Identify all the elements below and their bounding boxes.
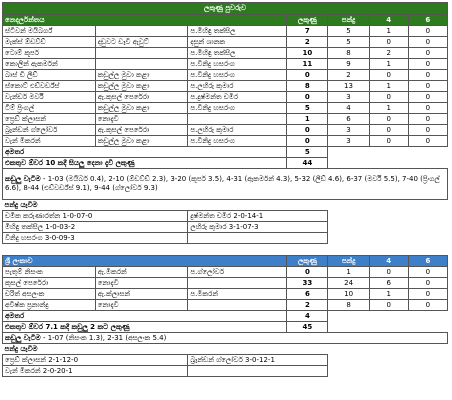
bowler-credit: ප.දුෂ්මන්ත චමීර xyxy=(188,92,287,103)
bowler-credit: ප.ලහිරු කුමාර xyxy=(188,125,287,136)
balls-header: පන්දු xyxy=(328,15,369,26)
batter-name: කොලින් ඇකර්මන් xyxy=(3,59,96,70)
batter-name: අවිෂ්ක ප්‍රනාන්දු xyxy=(3,300,96,311)
bowler-figures: විනිදු හසරංග 3-0-09-3 xyxy=(3,233,188,244)
batter-name: ටිම් ප්‍රිංගල් xyxy=(3,103,96,114)
batter-row xyxy=(3,114,448,125)
batter-name: ප්‍රෙඩ් ක්ලාසන් xyxy=(3,114,96,125)
sixes-value: 0 xyxy=(408,125,447,136)
bowler-figures: වැන් මීකරන් 2-0-20-1 xyxy=(3,366,188,377)
team1-extras: 5 xyxy=(287,147,328,158)
team2-extras: 4 xyxy=(287,311,328,322)
dismissal: ඇ.මීකරන් xyxy=(95,267,188,278)
runs-value: 1 xyxy=(287,114,328,125)
dismissal: කඩුල්ල මුවා කළා xyxy=(95,136,188,147)
batter-row xyxy=(3,278,448,289)
batter-name: බාස් ඩි ලීඩ් xyxy=(3,70,96,81)
sixes-value: 0 xyxy=(408,267,447,278)
balls-value: 2 xyxy=(328,70,369,81)
bowler-credit xyxy=(188,114,287,125)
bowling-row xyxy=(3,211,448,222)
dismissal: නොදැවී xyxy=(95,114,188,125)
dismissal: ඇ.ක්ලාසන් xyxy=(95,289,188,300)
balls-value: 8 xyxy=(328,300,369,311)
dismissal xyxy=(95,48,188,59)
bowler-figures: චමික කරුණාරත්න 1-0-07-0 xyxy=(3,211,188,222)
runs-value: 2 xyxy=(287,300,328,311)
runs-value: 7 xyxy=(287,26,328,37)
fours-value: 1 xyxy=(369,289,408,300)
bowler-figures xyxy=(188,366,328,377)
sixes-value: 0 xyxy=(408,59,447,70)
bowler-credit: දසුන් ශානක xyxy=(188,37,287,48)
bowler-figures xyxy=(188,233,328,244)
batter-name: ටොම් කූපර් xyxy=(3,48,96,59)
fours-value: 1 xyxy=(369,26,408,37)
bowler-credit: ප.මීකරන් xyxy=(188,289,287,300)
fours-value: 2 xyxy=(369,48,408,59)
batter-name: ස්ටිවන් මයිබර්ග් xyxy=(3,26,96,37)
balls-value: 4 xyxy=(328,103,369,114)
sixes-value: 0 xyxy=(408,92,447,103)
fours-value: 0 xyxy=(369,300,408,311)
fours-value: 0 xyxy=(369,125,408,136)
dismissal: දඩුවට ඩෑවී ඇවුට් xyxy=(95,37,188,48)
fours-value: 0 xyxy=(369,70,408,81)
batter-row xyxy=(3,70,448,81)
balls-value: 5 xyxy=(328,37,369,48)
bowler-credit: ප.විනිදු හසරංග xyxy=(188,103,287,114)
fours-value: 1 xyxy=(369,59,408,70)
team2-table xyxy=(2,255,448,377)
batter-row xyxy=(3,300,448,311)
sixes-value: 0 xyxy=(408,289,447,300)
runs-header: ලකුණු xyxy=(287,15,328,26)
runs-header-2: ලකුණු xyxy=(287,256,328,267)
team1-bowling-label: පන්දු යැවීම xyxy=(4,200,38,209)
balls-value: 24 xyxy=(328,278,369,289)
bowler-credit: ප.මිහිඳු තක්සිල xyxy=(188,26,287,37)
balls-value: 10 xyxy=(328,289,369,300)
team1-fow-text: 1-03 (මයිබර් 0.4), 2-10 (ඕඩව්ඩ් 2.3), 3-20 (කූපර් 3.5), 4-31 (ඇකර්මන් 4.3), 5-32 (ලීඩ් 4.6), 6-37 (මර්වි 5.5), 7-40 (ප්‍රිංගල් 6.6), 8-44 (එඩ්වර්ඩ්ස් 9.1), 9-44 (ග්ලෝවර් 9.3) xyxy=(5,175,440,192)
sixes-value: 0 xyxy=(408,26,447,37)
bowler-credit: ප.මිහිඳු තක්සිල xyxy=(188,48,287,59)
runs-value: 0 xyxy=(287,267,328,278)
bowler-credit: ප.ලහිරු කුමාර xyxy=(188,81,287,92)
sixes-value: 0 xyxy=(408,70,447,81)
bowler-figures: මිහිඳු තක්සිල 1-0-03-2 xyxy=(3,222,188,233)
sixes-value: 0 xyxy=(408,48,447,59)
team2-fow-text: 1-07 (නිසංක 1.3), 2-31 (අසලංක 5.4) xyxy=(47,333,167,342)
team1-extras-label: අමතර xyxy=(3,147,287,158)
dismissal xyxy=(95,26,188,37)
sixes-value: 0 xyxy=(408,136,447,147)
balls-value: 6 xyxy=(328,114,369,125)
team1-table xyxy=(2,2,448,244)
dismissal: ඇ.කුසල් පෙරේරා xyxy=(95,92,188,103)
scorecard-title: ලකුණු පුවරුව xyxy=(3,3,448,15)
team2-bowling-label: පන්දු යැවීම xyxy=(4,344,38,353)
team1-total-label: එකතුව ඕවර 10 කදී සියලු දෙනා දැවී ලකුණු xyxy=(3,158,287,169)
sixes-header-2: 6 xyxy=(408,256,447,267)
runs-value: 8 xyxy=(287,81,328,92)
team2-fow-label: කඩුලු වැටීම xyxy=(5,333,41,342)
batter-row xyxy=(3,81,448,92)
balls-value: 1 xyxy=(328,267,369,278)
fours-value: 0 xyxy=(369,114,408,125)
bowler-credit: ප.ග්ලෝවර් xyxy=(188,267,287,278)
batter-row xyxy=(3,103,448,114)
dismissal: කඩුල්ල මුවා කළා xyxy=(95,70,188,81)
dismissal: ඇ.කුසල් පෙරේරා xyxy=(95,125,188,136)
bowler-credit: ප.විනිදු හසරංග xyxy=(188,70,287,81)
batter-name: වැන්ඩර් මර්වි xyxy=(3,92,96,103)
team1-total: 44 xyxy=(287,158,328,169)
batter-row xyxy=(3,136,448,147)
batter-row xyxy=(3,267,448,278)
runs-value: 0 xyxy=(287,136,328,147)
sixes-value: 0 xyxy=(408,37,447,48)
team1-fow: කඩුලු වැටීම - 1-03 (මයිබර් 0.4), 2-10 (ඕඩව්ඩ් 2.3), 3-20 (කූපර් 3.5), 4-31 (ඇකර්මන් 4.3), 5-32 (ලීඩ් 4.6), 6-37 (මර්වි 5.5), 7-40 (ප්‍රිංගල් 6.6), 8-44 (එඩ්වර්ඩ්ස් 9.1), 9-44 (ග්ලෝවර් 9.3) xyxy=(3,169,448,200)
balls-value: 3 xyxy=(328,125,369,136)
runs-value: 2 xyxy=(287,37,328,48)
runs-value: 10 xyxy=(287,48,328,59)
batter-row xyxy=(3,92,448,103)
dismissal: නොදැවී xyxy=(95,300,188,311)
fours-header-2: 4 xyxy=(369,256,408,267)
team1-fow-label: කඩුලු වැටීම xyxy=(5,175,41,183)
fours-value: 0 xyxy=(369,37,408,48)
team2-fow: කඩුලු වැටීම - 1-07 (නිසංක 1.3), 2-31 (අසලංක 5.4) xyxy=(3,333,448,344)
batter-name: චරිත් අසලංක xyxy=(3,289,96,300)
fours-value: 1 xyxy=(369,103,408,114)
runs-value: 6 xyxy=(287,289,328,300)
team2-total-label: එකතුව ඕවර 7.1 කදී කඩුලු 2 කට ලකුණු xyxy=(3,322,287,333)
runs-value: 0 xyxy=(287,70,328,81)
balls-value: 3 xyxy=(328,92,369,103)
bowler-credit xyxy=(188,278,287,289)
batter-row xyxy=(3,48,448,59)
bowler-figures: දුෂ්මන්ත චමීර 2-0-14-1 xyxy=(188,211,328,222)
team2-name: ශ්‍රී ලංකාව xyxy=(3,256,287,267)
bowler-figures: ප්‍රෙඩ් ක්ලාසන් 2-1-12-0 xyxy=(3,355,188,366)
batter-row xyxy=(3,125,448,136)
batter-row xyxy=(3,37,448,48)
sixes-value: 0 xyxy=(408,114,447,125)
runs-value: 0 xyxy=(287,92,328,103)
dismissal: නොදැවී xyxy=(95,278,188,289)
batter-name: මැක්ස් ඕඩව්ඩ් xyxy=(3,37,96,48)
fours-value: 0 xyxy=(369,267,408,278)
runs-value: 0 xyxy=(287,125,328,136)
bowling-row xyxy=(3,222,448,233)
balls-header-2: පන්දු xyxy=(328,256,369,267)
bowling-row xyxy=(3,366,448,377)
fours-header: 4 xyxy=(369,15,408,26)
team1-name: නෙදර්ලන්තය xyxy=(3,15,287,26)
dismissal: කඩුල්ල මුවා කළා xyxy=(95,103,188,114)
dismissal: කඩුල්ල මුවා කළා xyxy=(95,81,188,92)
batter-name: පැතුම් නිසංක xyxy=(3,267,96,278)
batter-name: බ්‍රෑන්ඩන් ග්ලෝවර් xyxy=(3,125,96,136)
fours-value: 0 xyxy=(369,136,408,147)
bowler-credit: ප.විනිදු හසරංග xyxy=(188,59,287,70)
runs-value: 11 xyxy=(287,59,328,70)
sixes-value: 0 xyxy=(408,278,447,289)
fours-value: 1 xyxy=(369,81,408,92)
bowling-row xyxy=(3,355,448,366)
batter-row xyxy=(3,289,448,300)
sixes-value: 0 xyxy=(408,300,447,311)
bowler-figures: බ්‍රෑන්ඩන් ග්ලෝවර් 3-0-12-1 xyxy=(188,355,328,366)
bowler-figures: ලහිරු කුමාර 3-1-07-3 xyxy=(188,222,328,233)
sixes-value: 0 xyxy=(408,103,447,114)
batter-name: ස්කොට් එඩ්වර්ඩ්ස් xyxy=(3,81,96,92)
batter-row xyxy=(3,59,448,70)
batter-name: වැන් මීකරන් xyxy=(3,136,96,147)
runs-value: 33 xyxy=(287,278,328,289)
sixes-header: 6 xyxy=(408,15,447,26)
balls-value: 8 xyxy=(328,48,369,59)
fours-value: 0 xyxy=(369,92,408,103)
dismissal xyxy=(95,59,188,70)
batter-name: කුසල් පෙරේරා xyxy=(3,278,96,289)
batter-row xyxy=(3,26,448,37)
balls-value: 5 xyxy=(328,26,369,37)
bowler-credit: ප.විනිදු හසරංග xyxy=(188,136,287,147)
sixes-value: 0 xyxy=(408,81,447,92)
balls-value: 13 xyxy=(328,81,369,92)
balls-value: 3 xyxy=(328,136,369,147)
runs-value: 5 xyxy=(287,103,328,114)
bowler-credit xyxy=(188,300,287,311)
team2-total: 45 xyxy=(287,322,328,333)
fours-value: 6 xyxy=(369,278,408,289)
team2-extras-label: අමතර xyxy=(3,311,287,322)
balls-value: 9 xyxy=(328,59,369,70)
bowling-row xyxy=(3,233,448,244)
